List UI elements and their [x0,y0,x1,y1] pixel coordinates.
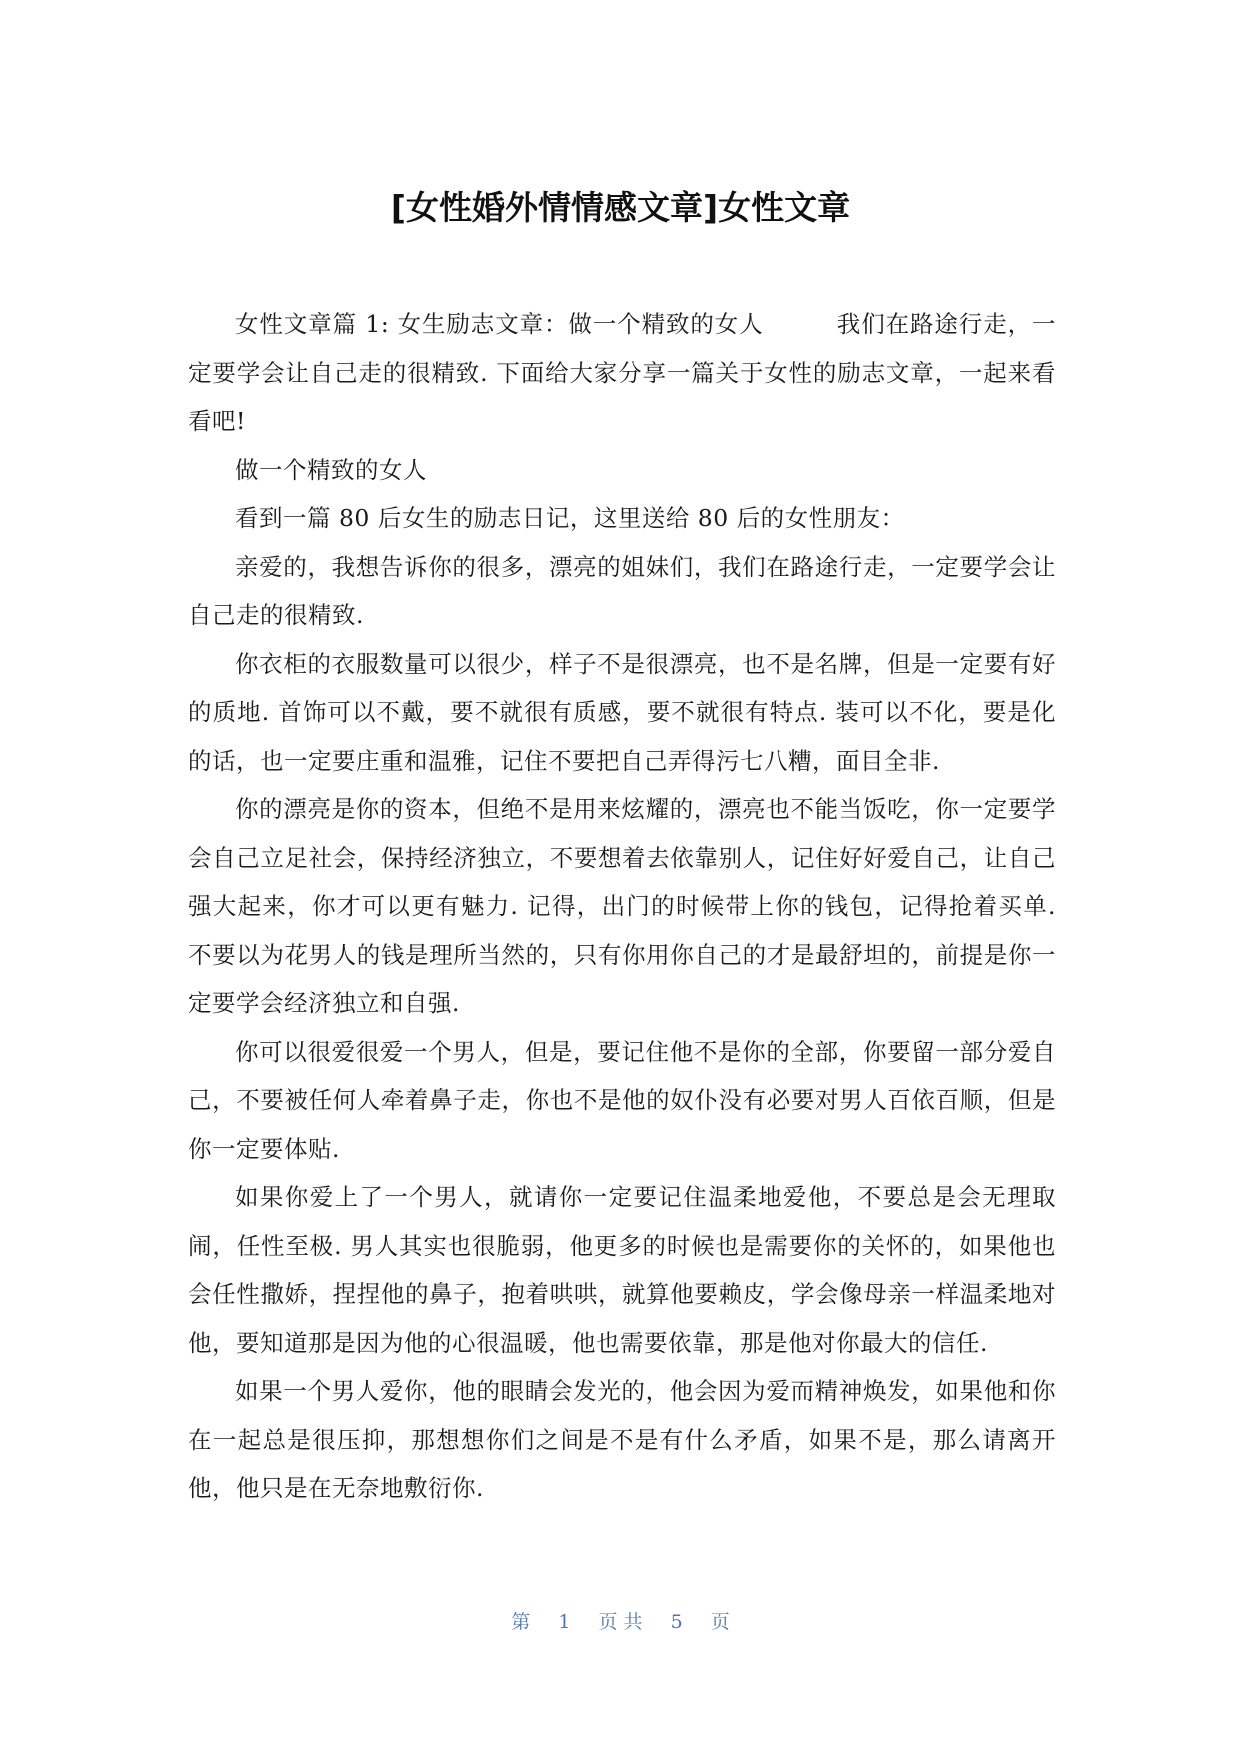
paragraph: 你的漂亮是你的资本，但绝不是用来炫耀的，漂亮也不能当饭吃，你一定要学会自己立足社会，保持经济独立，不要想着去依靠别人，记住好好爱自己，让自己强大起来，你才可以更有魅力. 记得，出门的时候带上你的钱包，记得抢着买单. 不要以为花男人的钱是理所当然的，只有你用你自己的才是最舒坦的，前提是你一定要学会经济独立和自强. [188,795,1056,1017]
footer-suffix: 页 [710,1611,730,1633]
footer-prefix: 第 [511,1611,531,1633]
paragraph: 看到一篇 80 后女生的励志日记，这里送给 80 后的女性朋友： [235,504,905,532]
document-body [188,300,1056,1513]
footer-total-pages: 5 [670,1611,683,1633]
page-footer [0,1607,1241,1634]
paragraph: 你衣柜的衣服数量可以很少，样子不是很漂亮，也不是名牌，但是一定要有好的质地. 首饰可以不戴，要不就很有质感，要不就很有特点. 装可以不化，要是化的话，也一定要庄重和温雅，记住不要把自己弄得污七八糟，面目全非. [188,649,1056,775]
footer-middle: 页 共 [598,1611,643,1633]
footer-current-page: 1 [558,1611,571,1633]
paragraph: 亲爱的，我想告诉你的很多，漂亮的姐妹们，我们在路途行走，一定要学会让自己走的很精致. [188,552,1056,629]
document-title: [女性婚外情情感文章]女性文章 [390,188,851,227]
paragraph: 你可以很爱很爱一个男人，但是，要记住他不是你的全部，你要留一部分爱自己，不要被任何人牵着鼻子走，你也不是他的奴仆没有必要对男人百依百顺，但是你一定要体贴. [188,1037,1056,1163]
paragraph-heading: 做一个精致的女人 [235,455,427,484]
paragraph: 如果你爱上了一个男人，就请你一定要记住温柔地爱他，不要总是会无理取闹，任性至极. 男人其实也很脆弱，他更多的时候也是需要你的关怀的，如果他也会任性撒娇，捏捏他的鼻子，抱着哄哄，就算他要赖皮，学会像母亲一样温柔地对他，要知道那是因为他的心很温暖，他也需要依靠，那是他对你最大的信任. [188,1183,1056,1357]
paragraph: 如果一个男人爱你，他的眼睛会发光的，他会因为爱而精神焕发，如果他和你在一起总是很压抑，那想想你们之间是不是有什么矛盾，如果不是，那么请离开他，他只是在无奈地敷衍你. [188,1377,1056,1502]
paragraph-intro: 女性文章篇 1: 女生励志文章：做一个精致的女人 我们在路途行走，一定要学会让自己走的很精致. 下面给大家分享一篇关于女性的励志文章，一起来看看吧! [188,310,1056,435]
